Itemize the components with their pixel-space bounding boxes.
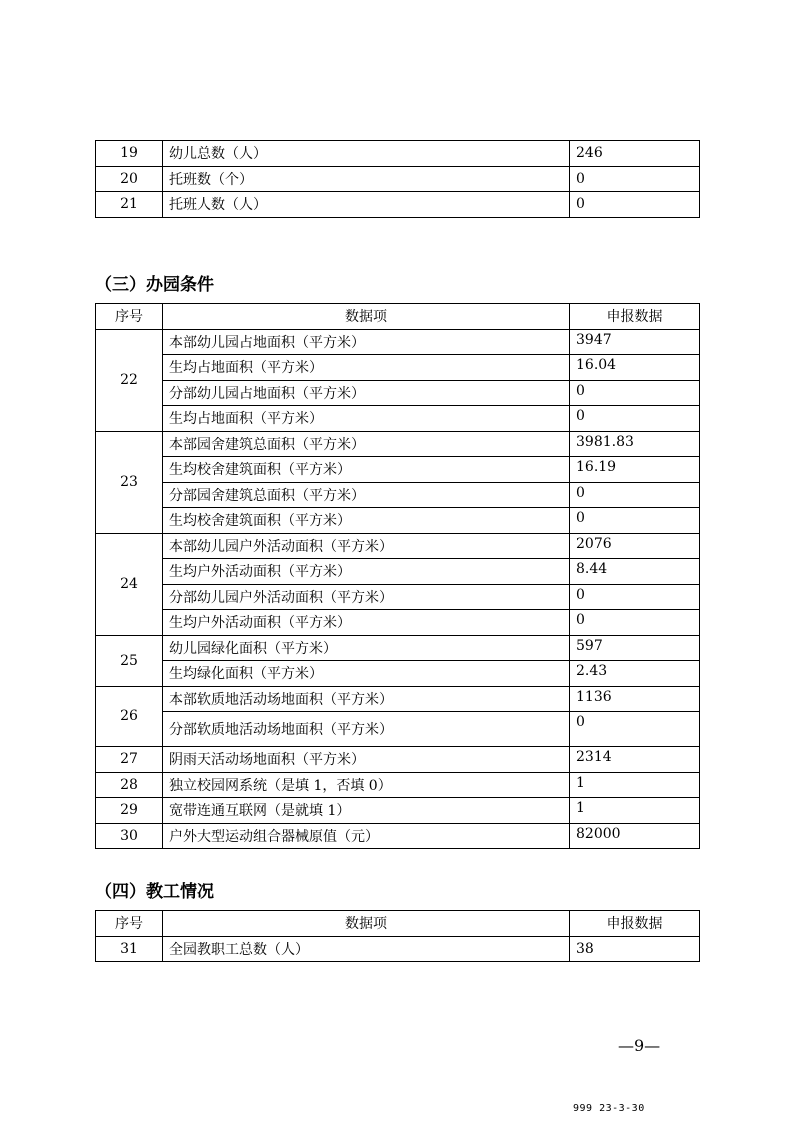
reported-value: 2314 — [570, 747, 700, 773]
table-header-row — [96, 911, 700, 937]
data-item: 生均绿化面积（平方米） — [163, 661, 570, 687]
data-item: 生均户外活动面积（平方米） — [163, 610, 570, 636]
table-row — [96, 610, 700, 636]
reported-value: 3981.83 — [570, 431, 700, 457]
data-item: 本部园舍建筑总面积（平方米） — [163, 431, 570, 457]
row-number: 25 — [96, 635, 163, 686]
reported-value: 246 — [570, 141, 700, 167]
table-row — [96, 559, 700, 585]
data-item: 宽带连通互联网（是就填 1） — [163, 798, 570, 824]
data-item: 分部软质地活动场地面积（平方米） — [163, 712, 570, 747]
row-number: 21 — [96, 192, 163, 218]
table-row — [96, 141, 700, 167]
header-item: 数据项 — [163, 304, 570, 330]
reported-value: 3947 — [570, 329, 700, 355]
data-item: 生均户外活动面积（平方米） — [163, 559, 570, 585]
table-row — [96, 166, 700, 192]
table-row — [96, 508, 700, 534]
data-item: 生均校舍建筑面积（平方米） — [163, 457, 570, 483]
data-item: 全园教职工总数（人） — [163, 936, 570, 962]
section-title-facilities: （三）办园条件 — [95, 275, 214, 295]
data-item: 分部幼儿园占地面积（平方米） — [163, 380, 570, 406]
reported-value: 0 — [570, 584, 700, 610]
data-item: 本部幼儿园占地面积（平方米） — [163, 329, 570, 355]
row-number: 22 — [96, 329, 163, 431]
table-row — [96, 936, 700, 962]
facilities-table — [95, 303, 700, 849]
table-row — [96, 192, 700, 218]
table-row — [96, 635, 700, 661]
table-row — [96, 823, 700, 849]
data-item: 户外大型运动组合器械原值（元） — [163, 823, 570, 849]
table-header-row — [96, 304, 700, 330]
reported-value: 16.19 — [570, 457, 700, 483]
reported-value: 1 — [570, 798, 700, 824]
reported-value: 0 — [570, 610, 700, 636]
row-number: 23 — [96, 431, 163, 533]
reported-value: 0 — [570, 712, 700, 747]
row-number: 29 — [96, 798, 163, 824]
data-item: 托班数（个） — [163, 166, 570, 192]
data-item: 分部园舍建筑总面积（平方米） — [163, 482, 570, 508]
row-number: 28 — [96, 772, 163, 798]
table-row — [96, 772, 700, 798]
reported-value: 0 — [570, 192, 700, 218]
table-row — [96, 329, 700, 355]
header-item: 数据项 — [163, 911, 570, 937]
reported-value: 0 — [570, 406, 700, 432]
reported-value: 0 — [570, 380, 700, 406]
table-row — [96, 661, 700, 687]
table-row — [96, 533, 700, 559]
enrollment-table — [95, 140, 700, 218]
table-row — [96, 457, 700, 483]
table-row — [96, 798, 700, 824]
table-row — [96, 482, 700, 508]
table-row — [96, 584, 700, 610]
data-item: 本部软质地活动场地面积（平方米） — [163, 686, 570, 712]
data-item: 分部幼儿园户外活动面积（平方米） — [163, 584, 570, 610]
row-number: 31 — [96, 936, 163, 962]
reported-value: 0 — [570, 482, 700, 508]
data-item: 幼儿总数（人） — [163, 141, 570, 167]
table-row — [96, 355, 700, 381]
staff-table — [95, 910, 700, 962]
data-item: 生均占地面积（平方米） — [163, 406, 570, 432]
data-item: 本部幼儿园户外活动面积（平方米） — [163, 533, 570, 559]
table-row — [96, 686, 700, 712]
row-number: 24 — [96, 533, 163, 635]
row-number: 27 — [96, 747, 163, 773]
reported-value: 1 — [570, 772, 700, 798]
reported-value: 0 — [570, 508, 700, 534]
reported-value: 16.04 — [570, 355, 700, 381]
row-number: 20 — [96, 166, 163, 192]
table-row — [96, 747, 700, 773]
print-stamp: 999 23-3-30 — [573, 1103, 645, 1114]
reported-value: 0 — [570, 166, 700, 192]
reported-value: 82000 — [570, 823, 700, 849]
reported-value: 597 — [570, 635, 700, 661]
data-item: 生均占地面积（平方米） — [163, 355, 570, 381]
data-item: 生均校舍建筑面积（平方米） — [163, 508, 570, 534]
data-item: 幼儿园绿化面积（平方米） — [163, 635, 570, 661]
reported-value: 2076 — [570, 533, 700, 559]
data-item: 阴雨天活动场地面积（平方米） — [163, 747, 570, 773]
header-number: 序号 — [96, 304, 163, 330]
reported-value: 1136 — [570, 686, 700, 712]
row-number: 19 — [96, 141, 163, 167]
table-row — [96, 406, 700, 432]
table-row — [96, 431, 700, 457]
row-number: 30 — [96, 823, 163, 849]
table-row — [96, 380, 700, 406]
row-number: 26 — [96, 686, 163, 747]
data-item: 独立校园网系统（是填 1，否填 0） — [163, 772, 570, 798]
header-value: 申报数据 — [570, 304, 700, 330]
data-item: 托班人数（人） — [163, 192, 570, 218]
reported-value: 8.44 — [570, 559, 700, 585]
page-number: —9— — [618, 1036, 661, 1055]
table-row — [96, 712, 700, 747]
header-number: 序号 — [96, 911, 163, 937]
header-value: 申报数据 — [570, 911, 700, 937]
reported-value: 2.43 — [570, 661, 700, 687]
section-title-staff: （四）教工情况 — [95, 882, 214, 902]
reported-value: 38 — [570, 936, 700, 962]
